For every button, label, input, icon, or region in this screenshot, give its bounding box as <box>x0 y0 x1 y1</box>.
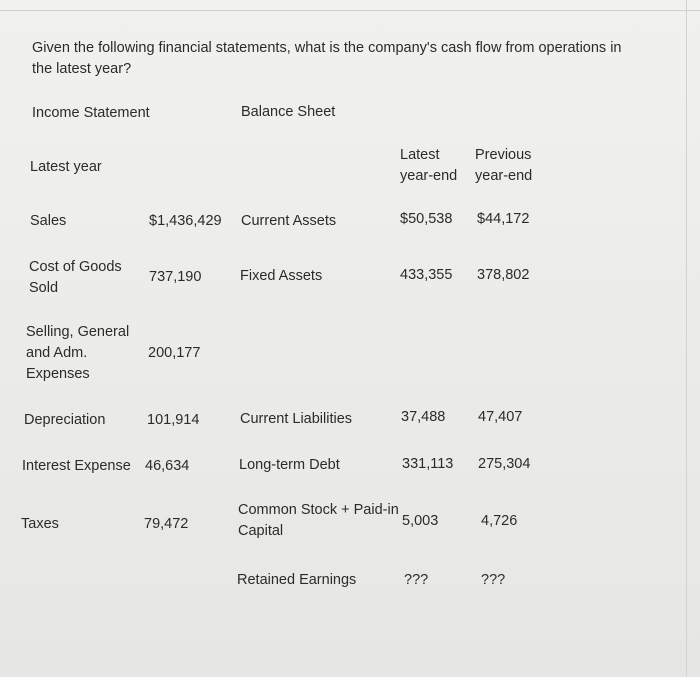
latest-year-label: Latest year <box>30 159 102 175</box>
balance-row-previous-retained-earnings: ??? <box>481 572 506 588</box>
balance-row-latest-long-term-debt: 331,113 <box>402 456 454 472</box>
income-row-value-sales: $1,436,429 <box>149 213 222 229</box>
balance-row-latest-common-stock: 5,003 <box>402 513 439 529</box>
income-row-value-depreciation: 101,914 <box>147 412 200 428</box>
income-row-value-cogs: 737,190 <box>149 269 202 285</box>
balance-row-latest-fixed-assets: 433,355 <box>400 267 453 283</box>
question-text: Given the following financial statements, what is the company's cash flow from operations in the latest year? <box>32 40 622 77</box>
balance-sheet-heading: Balance Sheet <box>241 104 336 120</box>
balance-row-previous-long-term-debt: 275,304 <box>478 456 531 472</box>
balance-row-label-current-assets: Current Assets <box>241 213 337 229</box>
balance-row-label-retained-earnings: Retained Earnings <box>237 572 357 588</box>
balance-row-label-common-stock: Common Stock + Paid-in Capital <box>238 502 399 539</box>
balance-row-latest-retained-earnings: ??? <box>404 572 429 588</box>
balance-row-previous-fixed-assets: 378,802 <box>477 267 530 283</box>
income-row-label-cogs: Cost of Goods Sold <box>29 259 122 296</box>
latest-year-end-header: Latest year-end <box>400 147 458 184</box>
balance-row-previous-common-stock: 4,726 <box>481 513 518 529</box>
balance-row-label-long-term-debt: Long-term Debt <box>239 457 340 473</box>
top-divider <box>0 10 700 11</box>
income-row-value-sga: 200,177 <box>148 345 201 361</box>
income-row-label-interest: Interest Expense <box>22 458 131 474</box>
income-row-value-taxes: 79,472 <box>144 516 189 532</box>
income-row-label-sga: Selling, General and Adm. Expenses <box>26 324 130 382</box>
balance-row-previous-current-assets: $44,172 <box>477 211 530 227</box>
balance-row-previous-current-liabilities: 47,407 <box>478 409 523 425</box>
income-row-label-depreciation: Depreciation <box>24 412 106 428</box>
income-row-value-interest: 46,634 <box>145 458 190 474</box>
previous-year-end-header: Previous year-end <box>475 147 533 184</box>
income-statement-heading: Income Statement <box>32 105 150 121</box>
balance-row-label-current-liabilities: Current Liabilities <box>240 411 353 427</box>
income-row-label-taxes: Taxes <box>21 516 59 532</box>
income-row-label-sales: Sales <box>30 213 67 229</box>
balance-row-latest-current-liabilities: 37,488 <box>401 409 446 425</box>
balance-row-latest-current-assets: $50,538 <box>400 211 453 227</box>
right-divider <box>686 0 687 677</box>
balance-row-label-fixed-assets: Fixed Assets <box>240 268 323 284</box>
